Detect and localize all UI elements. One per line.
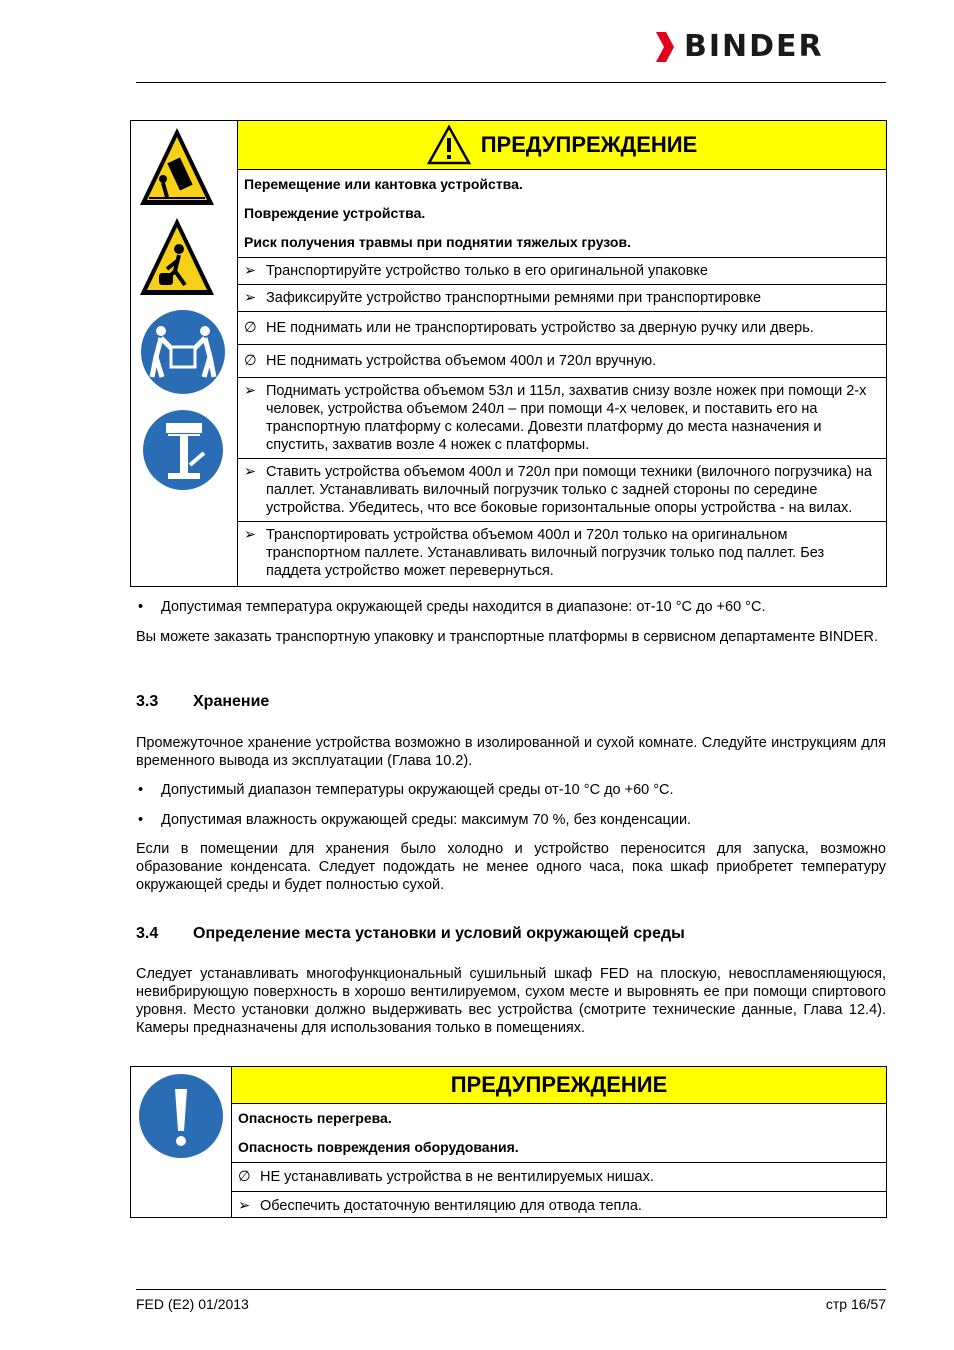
paragraph-install: Следует устанавливать многофункциональный сушильный шкаф FED на плоскую, невоспламеняющуюся, невибрирующую поверхность в хорошо вентилируемом, сухом месте и выровнять ее при помощи спиртового уровня. Место установки должно выдерживать вес устройства (смотрите технические данные, Глава 12.4). Камеры предназначены для использования только в помещениях. [136, 966, 886, 1036]
arrow-bullet-icon: ➢ [244, 527, 257, 543]
warning-box-transport [130, 120, 887, 587]
warning-item: ➢ Зафиксируйте устройство транспортными ремнями при транспортировке [238, 285, 886, 312]
warning-header [238, 121, 886, 170]
warning-item: ∅ НЕ поднимать или не транспортировать устройство за дверную ручку или дверь. [238, 312, 886, 345]
tipping-hazard-icon [137, 125, 217, 209]
warning-item: ∅ НЕ устанавливать устройства в не вентилируемых нишах. [232, 1163, 886, 1192]
footer-page-number: стр 16/57 [825, 1296, 886, 1312]
warning-box-ventilation [130, 1066, 887, 1218]
prohibited-symbol-icon: ∅ [238, 1169, 251, 1185]
prohibited-symbol-icon: ∅ [244, 353, 257, 369]
prohibited-symbol-icon: ∅ [244, 320, 257, 336]
warning-bold-line: Опасность повреждения оборудования. [232, 1133, 886, 1163]
warning-item: ➢ Транспортировать устройства объемом 400л и 720л только на оригинальном транспортном паллете. Устанавливать вилочный погрузчик только под паллет. Без паддета устройство может перевернуться. [244, 527, 825, 579]
warning-item: ➢ Обеспечить достаточную вентиляцию для отвода тепла. [238, 1198, 642, 1214]
lifting-equipment-icon [138, 405, 228, 495]
arrow-bullet-icon: ➢ [244, 263, 257, 279]
arrow-bullet-icon: ➢ [244, 383, 257, 399]
paragraph-order: Вы можете заказать транспортную упаковку и транспортные платформы в сервисном департаменте BINDER. [136, 629, 878, 645]
arrow-bullet-icon: ➢ [244, 464, 257, 480]
warning-item: ➢ Транспортируйте устройство только в его оригинальной упаковке [238, 258, 886, 285]
arrow-bullet-icon: ➢ [238, 1198, 251, 1214]
warning-triangle-icon [427, 125, 471, 165]
general-mandatory-icon [138, 1073, 224, 1159]
warning-item: ➢ Поднимать устройства объемом 53л и 115л, захватив снизу возле ножек при помощи 2-х человек, устройства объемом 240л – при помощи 4-х человек, и поставить его на транспортную платформу с колесами. Довезти платформу до места назначения и спустить, захватив возле 4 ножек с платформы. [238, 378, 886, 459]
paragraph-storage: Промежуточное хранение устройства возможно в изолированной и сухой комнате. Следуйте инструкциям для временного вывода из эксплуатации (Глава 10.2). [136, 735, 886, 769]
bullet-storage-humidity: • Допустимая влажность окружающей среды: максимум 70 %, без конденсации. [138, 812, 692, 828]
arrow-bullet-icon: ➢ [244, 290, 257, 306]
heavy-lifting-hazard-icon [137, 215, 217, 299]
warning-header [232, 1067, 886, 1104]
binder-logo [656, 30, 886, 64]
binder-logo-mark-icon [656, 30, 678, 64]
bullet-storage-temp: • Допустимый диапазон температуры окружающей среды от-10 °C до +60 °C. [138, 782, 674, 798]
warning-bold-line: Перемещение или кантовка устройства. [244, 176, 523, 192]
warning-bold-line: Риск получения травмы при поднятии тяжелых грузов. [238, 228, 886, 258]
warning-icons-column [131, 121, 238, 586]
brand-name: BINDER [684, 29, 824, 64]
bullet-temperature: • Допустимая температура окружающей среды находится в диапазоне: от-10 °C до +60 °C. [138, 599, 766, 615]
footer-document-id: FED (E2) 01/2013 [136, 1296, 249, 1312]
two-person-lift-icon [138, 307, 228, 397]
warning-icons-column [131, 1067, 232, 1217]
paragraph-condensate: Если в помещении для хранения было холодно и устройство переносится для запуска, возможно образование конденсата. Следует подождать не менее одного часа, пока шкаф приобретет температуру окружающей среды и будет полностью сухой. [136, 841, 886, 893]
warning-content [232, 1067, 886, 1217]
warning-title: ПРЕДУПРЕЖДЕНИЕ [450, 1072, 668, 1097]
footer-rule [136, 1289, 886, 1290]
section-3-4-heading: 3.4 Определение места установки и условий окружающей среды [136, 925, 685, 942]
warning-bold-line: Опасность перегрева. [238, 1110, 392, 1126]
warning-item: ∅ НЕ поднимать устройства объемом 400л и 720л вручную. [238, 345, 886, 378]
warning-title: ПРЕДУПРЕЖДЕНИЕ [480, 132, 698, 157]
warning-bold-line: Повреждение устройства. [244, 205, 426, 221]
warning-item: ➢ Ставить устройства объемом 400л и 720л при помощи техники (вилочного погрузчика) на паллет. Устанавливать вилочный погрузчик только с задней стороны по середине устройства. Убедитесь, что все боковые горизонтальные опоры устройства - на вилах. [238, 459, 886, 522]
section-3-3-heading: 3.3 Хранение [136, 693, 270, 710]
warning-content [238, 121, 886, 586]
header-rule [136, 82, 886, 83]
